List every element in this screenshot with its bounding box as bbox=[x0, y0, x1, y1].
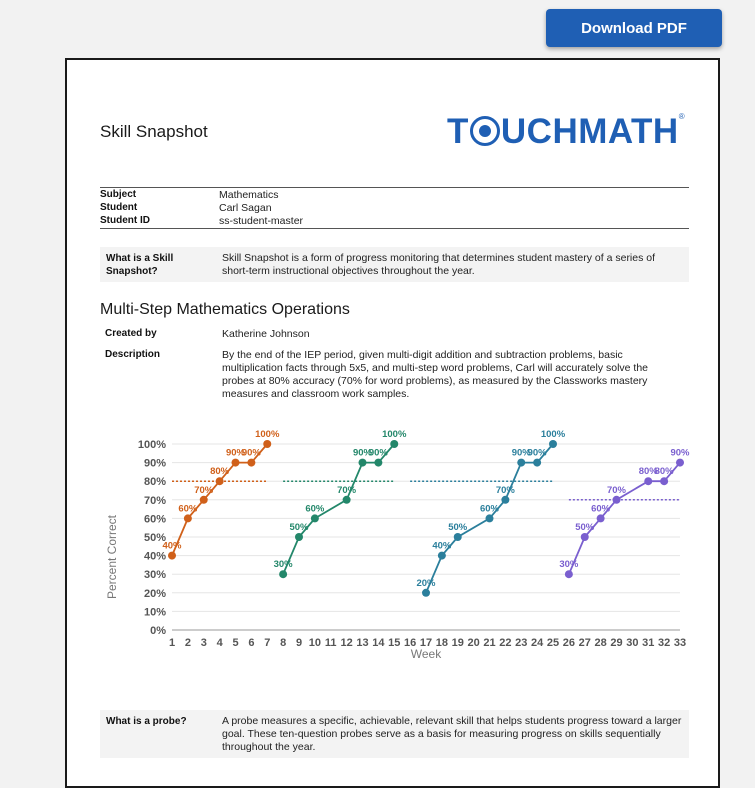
x-tick-label: 27 bbox=[578, 637, 591, 649]
logo-registered-mark: ® bbox=[678, 112, 686, 121]
data-label: 90% bbox=[527, 447, 547, 459]
data-label: 60% bbox=[178, 503, 198, 515]
data-point bbox=[454, 533, 462, 541]
logo-letter-t: T bbox=[447, 112, 469, 151]
x-tick-label: 25 bbox=[546, 637, 560, 649]
data-point bbox=[565, 570, 573, 578]
data-label: 90% bbox=[511, 447, 531, 459]
data-point bbox=[263, 440, 271, 448]
meta-label-student-id: Student ID bbox=[100, 215, 150, 226]
y-tick-label: 0% bbox=[150, 625, 166, 637]
x-tick-label: 23 bbox=[515, 637, 528, 649]
data-point bbox=[343, 496, 351, 504]
x-tick-label: 13 bbox=[356, 637, 369, 649]
progress-chart bbox=[102, 420, 692, 668]
data-label: 70% bbox=[337, 484, 357, 496]
x-tick-label: 10 bbox=[308, 637, 321, 649]
data-label: 50% bbox=[448, 522, 468, 533]
data-point bbox=[279, 570, 287, 578]
logo-o-icon bbox=[470, 116, 500, 146]
data-point bbox=[216, 477, 224, 485]
y-tick-label: 20% bbox=[143, 587, 166, 600]
data-point bbox=[200, 496, 208, 504]
x-tick-label: 11 bbox=[324, 637, 337, 649]
meta-rule bbox=[100, 228, 689, 229]
x-tick-label: 28 bbox=[594, 637, 607, 649]
x-tick-label: 2 bbox=[184, 637, 191, 649]
x-tick-label: 14 bbox=[372, 637, 385, 649]
probe-box bbox=[100, 710, 689, 758]
x-tick-label: 5 bbox=[232, 637, 239, 649]
x-tick-label: 18 bbox=[435, 637, 448, 649]
probe-label: What is a probe? bbox=[106, 716, 187, 727]
data-label: 100% bbox=[540, 429, 566, 440]
data-label: 40% bbox=[162, 540, 182, 552]
data-label: 80% bbox=[654, 466, 674, 478]
data-label: 90% bbox=[368, 447, 388, 459]
data-label: 50% bbox=[575, 522, 595, 533]
x-tick-label: 32 bbox=[658, 637, 671, 649]
y-tick-label: 10% bbox=[143, 606, 166, 619]
data-label: 50% bbox=[289, 522, 309, 533]
data-label: 100% bbox=[255, 429, 280, 440]
what-is-box bbox=[100, 247, 689, 282]
data-label: 70% bbox=[495, 484, 515, 496]
data-point bbox=[295, 533, 303, 541]
data-point bbox=[613, 496, 621, 504]
x-tick-label: 15 bbox=[388, 637, 401, 649]
created-by-label: Created by bbox=[105, 328, 157, 339]
x-tick-label: 26 bbox=[562, 637, 575, 649]
x-tick-label: 4 bbox=[216, 637, 223, 649]
x-axis-label: Week bbox=[410, 647, 442, 661]
x-tick-label: 22 bbox=[499, 637, 512, 649]
data-point bbox=[247, 459, 255, 467]
data-label: 60% bbox=[305, 503, 325, 515]
data-point bbox=[597, 514, 605, 522]
description-label: Description bbox=[105, 349, 161, 360]
x-tick-label: 19 bbox=[451, 637, 464, 649]
header-rule bbox=[100, 187, 689, 188]
data-point bbox=[390, 440, 398, 448]
y-tick-label: 30% bbox=[143, 569, 166, 582]
meta-label-student: Student bbox=[100, 202, 138, 213]
data-point bbox=[486, 514, 494, 522]
data-point bbox=[676, 459, 684, 467]
data-point bbox=[232, 459, 240, 467]
y-tick-label: 90% bbox=[143, 457, 166, 470]
data-point bbox=[438, 552, 446, 560]
x-tick-label: 30 bbox=[626, 637, 639, 649]
x-tick-label: 31 bbox=[642, 637, 655, 649]
meta-label-subject: Subject bbox=[100, 189, 137, 200]
data-point bbox=[501, 496, 509, 504]
data-label: 60% bbox=[591, 503, 611, 515]
data-label: 90% bbox=[352, 447, 373, 459]
y-axis-label: Percent Correct bbox=[105, 514, 119, 600]
data-point bbox=[581, 533, 589, 541]
x-tick-label: 12 bbox=[340, 637, 353, 649]
data-point bbox=[184, 514, 192, 522]
data-label: 20% bbox=[416, 577, 436, 589]
what-is-text: Skill Snapshot is a form of progress monitoring that determines student mastery of a series of short-term instructional objectives throughout the year. bbox=[222, 252, 656, 277]
x-tick-label: 33 bbox=[673, 637, 687, 649]
data-point bbox=[660, 477, 668, 485]
what-is-label-line1: What is a Skill bbox=[106, 253, 174, 264]
data-label: 70% bbox=[606, 484, 627, 496]
x-tick-label: 6 bbox=[248, 637, 255, 649]
x-tick-label: 29 bbox=[610, 637, 623, 649]
y-tick-label: 80% bbox=[143, 476, 166, 489]
x-tick-label: 3 bbox=[200, 637, 207, 649]
data-label: 30% bbox=[559, 559, 579, 571]
x-tick-label: 8 bbox=[280, 637, 287, 649]
data-label: 40% bbox=[432, 540, 452, 552]
data-label: 90% bbox=[225, 447, 246, 459]
y-tick-label: 40% bbox=[143, 550, 166, 563]
x-tick-label: 24 bbox=[531, 637, 544, 649]
probe-text: A probe measures a specific, achievable, relevant skill that helps students progress toward a larger goal. These ten-question probes serve as a basis for measuring progress on skills sequentially throughout the year. bbox=[222, 715, 682, 753]
data-point bbox=[168, 552, 176, 560]
meta-value-subject: Mathematics bbox=[219, 189, 279, 201]
data-point bbox=[359, 459, 367, 467]
data-point bbox=[422, 589, 430, 597]
data-label: 70% bbox=[194, 484, 214, 496]
touchmath-logo bbox=[447, 112, 685, 152]
report-title: Skill Snapshot bbox=[100, 122, 208, 141]
data-label: 80% bbox=[638, 466, 658, 478]
x-tick-label: 1 bbox=[168, 637, 176, 649]
data-point bbox=[549, 440, 557, 448]
data-point bbox=[533, 459, 541, 467]
meta-value-student: Carl Sagan bbox=[219, 202, 272, 214]
what-is-label-line2: Snapshot? bbox=[106, 266, 158, 277]
data-point bbox=[374, 459, 382, 467]
meta-value-student-id: ss-student-master bbox=[219, 215, 304, 227]
x-tick-label: 7 bbox=[264, 637, 271, 649]
y-tick-label: 60% bbox=[143, 513, 166, 526]
y-tick-label: 100% bbox=[137, 439, 166, 451]
description-value: By the end of the IEP period, given multi-digit addition and subtraction problems, basic multiplication facts through 5x5, and multi-step word problems, Carl will accurately solve the probes at 80% accuracy (70% for word problems), as measured by the Classworks mastery measures and classroom work samples. bbox=[222, 349, 649, 400]
data-label: 90% bbox=[670, 447, 690, 459]
x-tick-label: 17 bbox=[419, 637, 433, 649]
report-page bbox=[65, 58, 720, 788]
x-tick-label: 21 bbox=[483, 637, 496, 649]
logo-text: UCHMATH bbox=[500, 112, 679, 151]
x-tick-label: 16 bbox=[404, 637, 417, 649]
created-by-value: Katherine Johnson bbox=[222, 328, 310, 340]
data-label: 80% bbox=[210, 466, 230, 478]
x-tick-label: 9 bbox=[295, 637, 303, 649]
data-point bbox=[517, 459, 525, 467]
data-label: 60% bbox=[479, 503, 500, 515]
download-pdf-button[interactable]: Download PDF bbox=[546, 9, 722, 47]
data-label: 90% bbox=[241, 447, 261, 459]
data-point bbox=[644, 477, 652, 485]
section-title: Multi-Step Mathematics Operations bbox=[100, 301, 350, 318]
y-tick-label: 50% bbox=[143, 532, 166, 544]
data-point bbox=[311, 514, 319, 522]
x-tick-label: 20 bbox=[467, 637, 480, 649]
y-tick-label: 70% bbox=[143, 494, 166, 507]
data-label: 100% bbox=[382, 429, 407, 440]
data-label: 30% bbox=[273, 559, 293, 571]
